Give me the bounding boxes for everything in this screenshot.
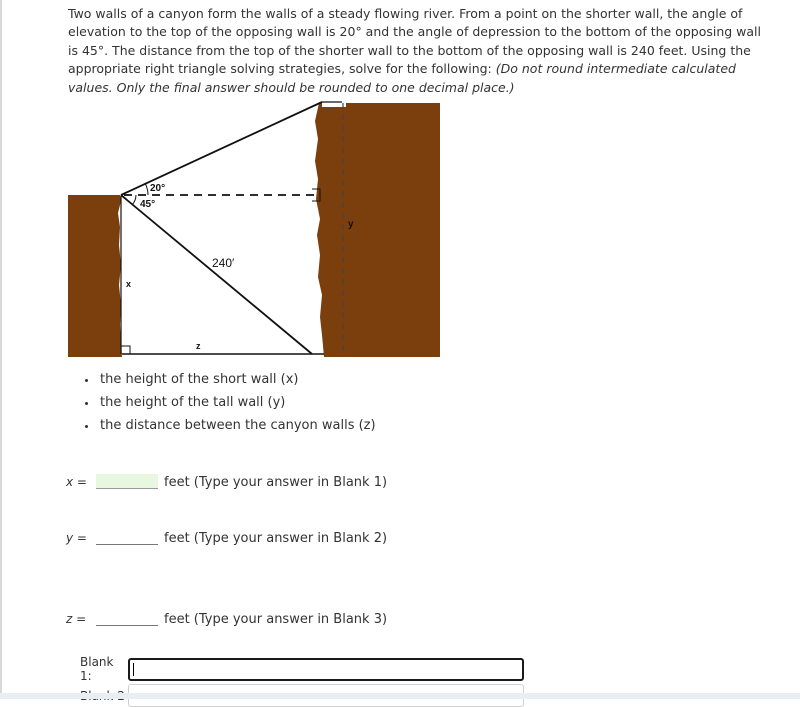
answer-row-y <box>66 530 526 546</box>
left-border <box>0 0 2 699</box>
answer-var-label: x = <box>66 475 87 489</box>
angle-20-label: 20° <box>150 183 166 194</box>
right-angle-marker-bottom <box>121 346 130 354</box>
blank-1-entry <box>80 655 524 683</box>
answer-hint: feet (Type your answer in Blank 3) <box>164 612 388 627</box>
hypotenuse-label: 240′ <box>212 256 235 270</box>
short-wall-rock <box>68 195 122 357</box>
answer-var-label: z = <box>66 612 87 626</box>
blank-1-input[interactable] <box>128 658 524 681</box>
answer-hint: feet (Type your answer in Blank 1) <box>164 475 388 490</box>
answer-row-z <box>66 611 526 627</box>
list-item: • the height of the short wall (x) <box>98 368 376 391</box>
problem-instructions: (Do not round intermediate calculated values. Only the final answer should be rounded to one decimal place.) <box>68 61 736 95</box>
angle-arc-20 <box>145 183 148 195</box>
label-y: y <box>348 219 354 230</box>
answer-var-label: y = <box>66 531 87 545</box>
hypotenuse-240-line <box>121 195 312 354</box>
canyon-diagram <box>64 95 444 359</box>
blank-1-label: Blank 1: <box>80 655 114 683</box>
answer-row-x <box>66 474 526 490</box>
blank-3-inline[interactable] <box>96 611 158 626</box>
blank-1-inline[interactable] <box>96 474 158 489</box>
text-caret <box>133 663 134 676</box>
problem-statement-text: Two walls of a canyon form the walls of a steady flowing river. From a point on the shorter wall, the angle of elevation to the top of the opposing wall is 20° and the angle of depression to the bottom of the opposing wall is 45°. The distance from the top of the shorter wall to the bottom of the opposing wall is 240 feet. Using the appropriate right triangle solving strategies, solve for the following: <box>68 6 761 77</box>
problem-statement <box>68 5 768 97</box>
label-x: x <box>126 279 132 289</box>
bottom-bar <box>0 693 800 699</box>
answer-hint: feet (Type your answer in Blank 2) <box>164 531 388 546</box>
elevation-line <box>121 102 322 195</box>
list-item: • the distance between the canyon walls (z) <box>98 414 376 437</box>
label-z: z <box>196 341 201 351</box>
angle-45-label: 45° <box>140 199 156 210</box>
tall-wall-rock <box>315 103 440 357</box>
list-item: • the height of the tall wall (y) <box>98 391 376 414</box>
solve-for-list <box>82 368 376 437</box>
blank-2-inline[interactable] <box>96 530 158 545</box>
